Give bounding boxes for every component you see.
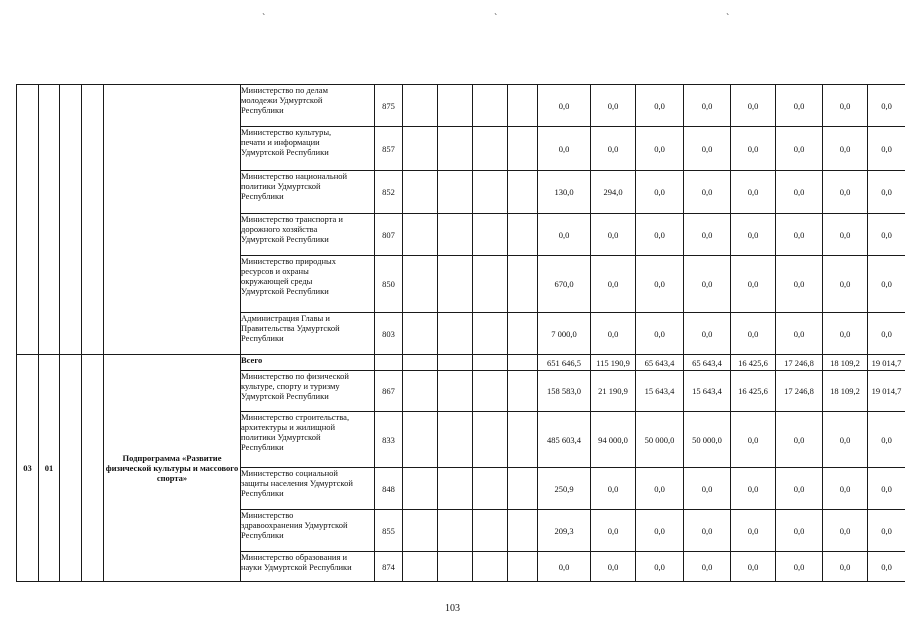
amount-cell: 0,0 xyxy=(776,412,823,468)
amount-cell: 0,0 xyxy=(868,468,905,510)
grbs-code: 867 xyxy=(375,371,403,412)
amount-cell: 0,0 xyxy=(776,171,823,214)
amount-cell: 0,0 xyxy=(684,214,731,256)
empty-cell xyxy=(438,256,473,313)
amount-cell: 0,0 xyxy=(636,171,684,214)
empty-cell xyxy=(17,85,39,355)
amount-cell: 0,0 xyxy=(868,214,905,256)
empty-cell xyxy=(438,171,473,214)
amount-cell: 158 583,0 xyxy=(538,371,591,412)
amount-cell: 0,0 xyxy=(776,552,823,582)
amount-cell: 0,0 xyxy=(823,85,868,127)
empty-cell xyxy=(438,214,473,256)
empty-cell xyxy=(508,313,538,355)
empty-cell xyxy=(508,510,538,552)
amount-cell: 50 000,0 xyxy=(636,412,684,468)
empty-cell xyxy=(508,171,538,214)
empty-cell xyxy=(438,510,473,552)
amount-cell: 0,0 xyxy=(684,510,731,552)
amount-cell: 15 643,4 xyxy=(636,371,684,412)
empty-cell xyxy=(60,85,82,355)
amount-cell: 0,0 xyxy=(591,256,636,313)
amount-cell: 0,0 xyxy=(538,85,591,127)
grbs-code: 803 xyxy=(375,313,403,355)
empty-cell xyxy=(403,355,438,371)
empty-cell xyxy=(473,171,508,214)
amount-cell: 294,0 xyxy=(591,171,636,214)
org-name: Администрация Главы и Правительства Удмуртской Республики xyxy=(241,313,375,355)
amount-cell: 0,0 xyxy=(823,552,868,582)
amount-cell: 0,0 xyxy=(684,468,731,510)
empty-cell xyxy=(473,355,508,371)
amount-cell: 0,0 xyxy=(731,412,776,468)
amount-cell: 0,0 xyxy=(731,127,776,171)
empty-cell xyxy=(473,510,508,552)
table-row xyxy=(17,85,905,127)
amount-cell: 0,0 xyxy=(731,214,776,256)
empty-cell xyxy=(473,412,508,468)
amount-cell: 0,0 xyxy=(823,510,868,552)
empty-cell xyxy=(438,355,473,371)
empty-cell xyxy=(82,355,104,582)
amount-cell: 130,0 xyxy=(538,171,591,214)
amount-cell: 0,0 xyxy=(636,313,684,355)
empty-cell xyxy=(438,371,473,412)
amount-cell: 0,0 xyxy=(684,171,731,214)
empty-cell xyxy=(508,85,538,127)
amount-cell: 0,0 xyxy=(868,127,905,171)
amount-cell: 0,0 xyxy=(591,214,636,256)
amount-cell: 0,0 xyxy=(636,468,684,510)
scan-mark: ` xyxy=(494,13,498,24)
grbs-code: 807 xyxy=(375,214,403,256)
grbs-code: 833 xyxy=(375,412,403,468)
amount-cell: 94 000,0 xyxy=(591,412,636,468)
amount-cell: 0,0 xyxy=(684,552,731,582)
amount-cell: 0,0 xyxy=(591,510,636,552)
empty-cell xyxy=(508,214,538,256)
amount-cell: 17 246,8 xyxy=(776,355,823,371)
amount-cell: 65 643,4 xyxy=(684,355,731,371)
empty-cell xyxy=(438,468,473,510)
amount-cell: 0,0 xyxy=(823,468,868,510)
amount-cell: 0,0 xyxy=(823,127,868,171)
amount-cell: 0,0 xyxy=(776,127,823,171)
empty-cell xyxy=(508,256,538,313)
empty-cell xyxy=(508,127,538,171)
empty-cell xyxy=(403,468,438,510)
amount-cell: 0,0 xyxy=(868,256,905,313)
page-number: 103 xyxy=(445,603,460,614)
table-row-total xyxy=(17,355,905,371)
org-name: Министерство национальной политики Удмуртской Республики xyxy=(241,171,375,214)
amount-cell: 18 109,2 xyxy=(823,371,868,412)
empty-cell xyxy=(104,85,241,355)
amount-cell: 19 014,7 xyxy=(868,371,905,412)
scan-mark: ` xyxy=(262,13,266,24)
scan-mark: ` xyxy=(726,13,730,24)
empty-cell xyxy=(508,412,538,468)
amount-cell: 250,9 xyxy=(538,468,591,510)
amount-cell: 0,0 xyxy=(731,171,776,214)
empty-cell xyxy=(403,85,438,127)
org-name: Министерство по физической культуре, спорту и туризму Удмуртской Республики xyxy=(241,371,375,412)
empty-cell xyxy=(508,371,538,412)
amount-cell: 65 643,4 xyxy=(636,355,684,371)
empty-cell xyxy=(508,355,538,371)
empty-cell xyxy=(473,214,508,256)
empty-cell xyxy=(508,552,538,582)
empty-cell xyxy=(473,552,508,582)
amount-cell: 0,0 xyxy=(868,412,905,468)
amount-cell: 0,0 xyxy=(591,552,636,582)
amount-cell: 0,0 xyxy=(684,313,731,355)
empty-cell xyxy=(438,412,473,468)
empty-cell xyxy=(403,256,438,313)
amount-cell: 17 246,8 xyxy=(776,371,823,412)
amount-cell: 0,0 xyxy=(868,313,905,355)
amount-cell: 0,0 xyxy=(776,214,823,256)
amount-cell: 7 000,0 xyxy=(538,313,591,355)
empty-cell xyxy=(473,371,508,412)
org-name: Министерство по делам молодежи Удмуртской Республики xyxy=(241,85,375,127)
amount-cell: 0,0 xyxy=(776,468,823,510)
amount-cell: 651 646,5 xyxy=(538,355,591,371)
org-name: Министерство природных ресурсов и охраны окружающей среды Удмуртской Республики xyxy=(241,256,375,313)
amount-cell: 0,0 xyxy=(823,171,868,214)
amount-cell: 15 643,4 xyxy=(684,371,731,412)
empty-cell xyxy=(438,552,473,582)
empty-cell xyxy=(438,313,473,355)
amount-cell: 0,0 xyxy=(636,256,684,313)
empty-cell xyxy=(473,256,508,313)
amount-cell: 0,0 xyxy=(776,256,823,313)
amount-cell: 670,0 xyxy=(538,256,591,313)
amount-cell: 0,0 xyxy=(868,510,905,552)
empty-cell xyxy=(403,313,438,355)
amount-cell: 0,0 xyxy=(868,171,905,214)
grbs-code: 852 xyxy=(375,171,403,214)
amount-cell: 0,0 xyxy=(868,552,905,582)
amount-cell: 0,0 xyxy=(591,127,636,171)
grbs-code: 857 xyxy=(375,127,403,171)
amount-cell: 0,0 xyxy=(823,412,868,468)
amount-cell: 0,0 xyxy=(684,127,731,171)
empty-cell xyxy=(403,214,438,256)
org-name: Министерство транспорта и дорожного хозяйства Удмуртской Республики xyxy=(241,214,375,256)
org-name: Министерство здравоохранения Удмуртской Республики xyxy=(241,510,375,552)
amount-cell: 0,0 xyxy=(731,313,776,355)
grbs-code: 848 xyxy=(375,468,403,510)
amount-cell: 0,0 xyxy=(731,468,776,510)
grbs-code: 855 xyxy=(375,510,403,552)
amount-cell: 0,0 xyxy=(591,313,636,355)
amount-cell: 0,0 xyxy=(538,214,591,256)
budget-table xyxy=(16,84,905,582)
empty-cell xyxy=(403,127,438,171)
org-name: Министерство строительства, архитектуры и жилищной политики Удмуртской Республики xyxy=(241,412,375,468)
amount-cell: 0,0 xyxy=(731,552,776,582)
amount-cell: 0,0 xyxy=(776,85,823,127)
empty-cell xyxy=(508,468,538,510)
amount-cell: 0,0 xyxy=(636,127,684,171)
amount-cell: 0,0 xyxy=(636,214,684,256)
amount-cell: 0,0 xyxy=(636,552,684,582)
amount-cell: 0,0 xyxy=(731,510,776,552)
amount-cell: 16 425,6 xyxy=(731,355,776,371)
total-label: Всего xyxy=(241,355,375,371)
subprogram-code-1: 03 xyxy=(17,355,39,582)
grbs-code: 874 xyxy=(375,552,403,582)
empty-cell xyxy=(403,552,438,582)
amount-cell: 0,0 xyxy=(731,256,776,313)
amount-cell: 0,0 xyxy=(684,85,731,127)
empty-cell xyxy=(438,127,473,171)
amount-cell: 485 603,4 xyxy=(538,412,591,468)
empty-cell xyxy=(60,355,82,582)
empty-cell xyxy=(473,127,508,171)
empty-cell xyxy=(473,313,508,355)
org-name: Министерство культуры, печати и информации Удмуртской Республики xyxy=(241,127,375,171)
empty-cell xyxy=(403,412,438,468)
org-name: Министерство социальной защиты населения Удмуртской Республики xyxy=(241,468,375,510)
amount-cell: 0,0 xyxy=(636,510,684,552)
amount-cell: 0,0 xyxy=(776,510,823,552)
empty-cell xyxy=(473,468,508,510)
amount-cell: 0,0 xyxy=(591,85,636,127)
amount-cell: 0,0 xyxy=(636,85,684,127)
amount-cell: 0,0 xyxy=(538,127,591,171)
amount-cell: 0,0 xyxy=(823,256,868,313)
amount-cell: 209,3 xyxy=(538,510,591,552)
amount-cell: 19 014,7 xyxy=(868,355,905,371)
amount-cell: 0,0 xyxy=(823,313,868,355)
empty-cell xyxy=(438,85,473,127)
amount-cell: 0,0 xyxy=(591,468,636,510)
grbs-code: 850 xyxy=(375,256,403,313)
empty-cell xyxy=(39,85,60,355)
amount-cell: 21 190,9 xyxy=(591,371,636,412)
amount-cell: 18 109,2 xyxy=(823,355,868,371)
amount-cell: 0,0 xyxy=(538,552,591,582)
amount-cell: 16 425,6 xyxy=(731,371,776,412)
empty-cell xyxy=(82,85,104,355)
subprogram-name: Подпрограмма «Развитие физической культуры и массового спорта» xyxy=(104,355,241,582)
grbs-code xyxy=(375,355,403,371)
amount-cell: 115 190,9 xyxy=(591,355,636,371)
empty-cell xyxy=(403,171,438,214)
amount-cell: 50 000,0 xyxy=(684,412,731,468)
subprogram-code-2: 01 xyxy=(39,355,60,582)
amount-cell: 0,0 xyxy=(868,85,905,127)
empty-cell xyxy=(473,85,508,127)
amount-cell: 0,0 xyxy=(731,85,776,127)
amount-cell: 0,0 xyxy=(823,214,868,256)
org-name: Министерство образования и науки Удмуртской Республики xyxy=(241,552,375,582)
amount-cell: 0,0 xyxy=(684,256,731,313)
grbs-code: 875 xyxy=(375,85,403,127)
amount-cell: 0,0 xyxy=(776,313,823,355)
empty-cell xyxy=(403,510,438,552)
empty-cell xyxy=(403,371,438,412)
